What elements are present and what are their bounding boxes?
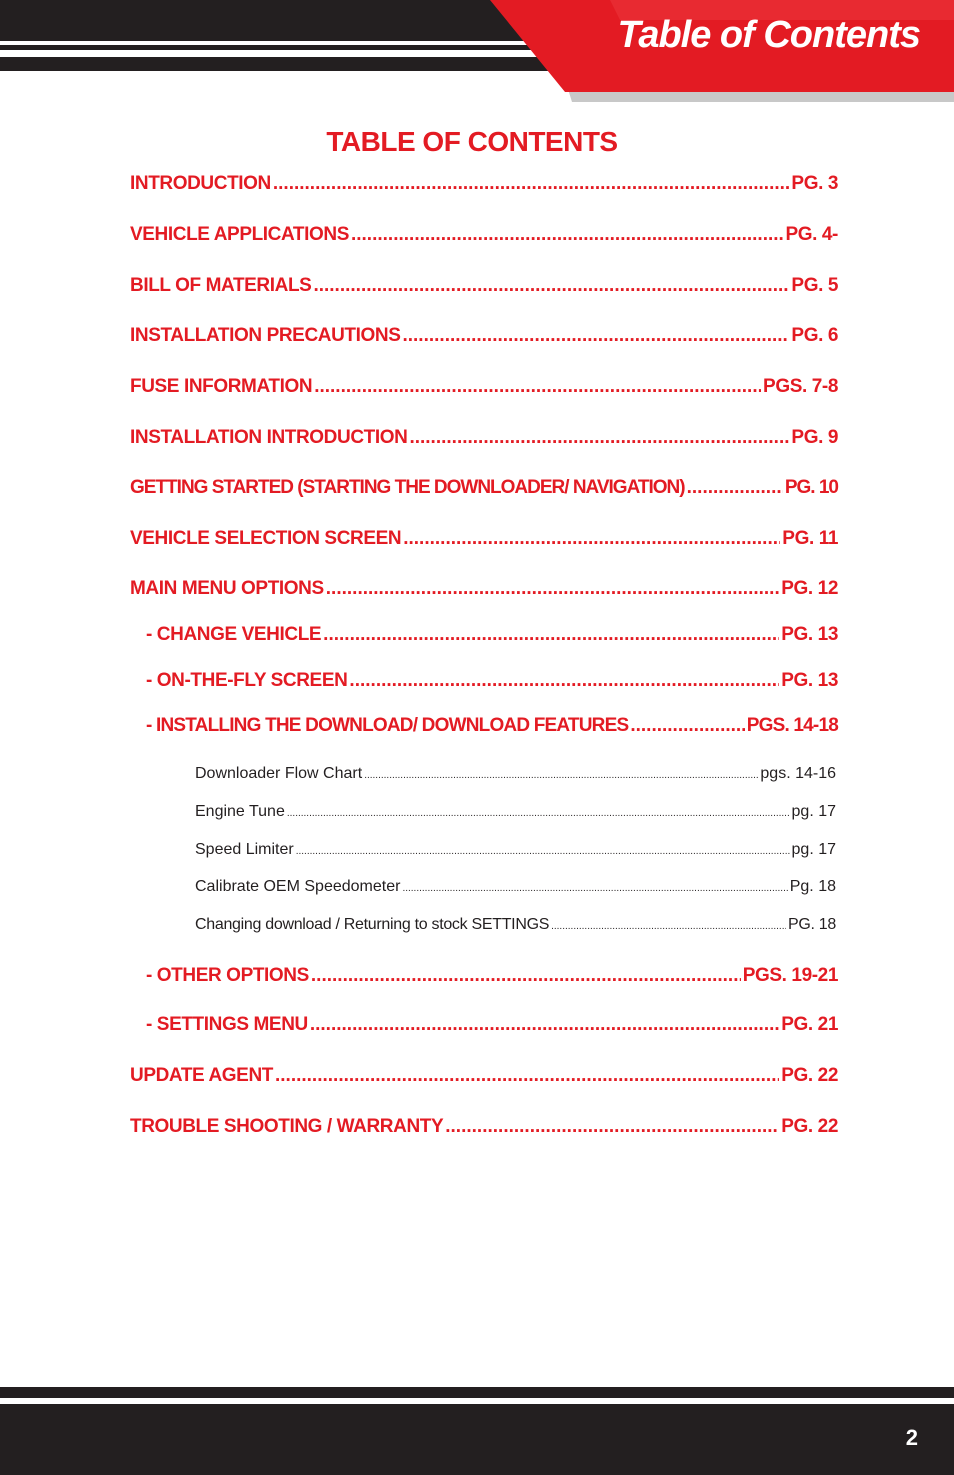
toc-entry-settings-menu[interactable] (146, 1014, 838, 1036)
toc-entry-page: PG. 21 (781, 1014, 838, 1035)
toc-entry-label: - ON-THE-FLY SCREEN (146, 670, 348, 691)
dot-leader (687, 477, 783, 499)
toc-entry-getting-started[interactable] (130, 477, 838, 499)
dot-leader (445, 1116, 779, 1138)
toc-entry-label: UPDATE AGENT (130, 1065, 273, 1086)
toc-entry-page: PG. 13 (781, 624, 838, 645)
toc-entry-label: INSTALLATION INTRODUCTION (130, 427, 408, 448)
page-title: TABLE OF CONTENTS (326, 126, 618, 157)
toc-entry-installing-the-download[interactable] (146, 715, 838, 737)
page-number: 2 (905, 1425, 918, 1450)
toc-entry-label: - SETTINGS MENU (146, 1014, 308, 1035)
dot-leader (402, 883, 787, 894)
page-header (0, 0, 954, 110)
toc-entry-vehicle-applications[interactable] (130, 224, 838, 246)
toc-entry-page: Pg. 18 (789, 878, 836, 895)
toc-entry-installation-precautions[interactable] (130, 325, 838, 347)
toc-subentry-speed-limiter[interactable] (195, 841, 836, 859)
toc-entry-label: - OTHER OPTIONS (146, 965, 309, 986)
toc-entry-label: VEHICLE SELECTION SCREEN (130, 528, 402, 549)
toc-entry-vehicle-selection-screen[interactable] (130, 528, 838, 550)
toc-entry-label: INSTALLATION PRECAUTIONS (130, 325, 401, 346)
toc-entry-page: PG. 3 (791, 173, 838, 194)
toc-entry-on-the-fly-screen[interactable] (146, 670, 838, 692)
dot-leader (313, 275, 789, 297)
toc-entry-page: PG. 5 (791, 275, 838, 296)
toc-entry-label: GETTING STARTED (STARTING THE DOWNLOADER/ NAVIGATION) (130, 477, 685, 498)
dot-leader (310, 1014, 779, 1036)
toc-entry-label: FUSE INFORMATION (130, 376, 313, 397)
toc-entry-page: PG. 9 (791, 427, 838, 448)
toc-entry-fuse-information[interactable] (130, 376, 838, 398)
toc-entry-page: PG. 12 (781, 578, 838, 599)
toc-entry-update-agent[interactable] (130, 1065, 838, 1087)
toc-entry-label: Speed Limiter (195, 841, 294, 858)
dot-leader (351, 224, 784, 246)
toc-entry-label: MAIN MENU OPTIONS (130, 578, 324, 599)
toc-entry-label: - CHANGE VEHICLE (146, 624, 322, 645)
dot-leader (275, 1065, 779, 1087)
toc-entry-page: pgs. 14-16 (760, 765, 836, 782)
toc-entry-page: PGS. 19-21 (742, 965, 838, 986)
dot-leader (403, 528, 780, 550)
toc-entry-page: PGS. 14-18 (746, 715, 838, 736)
toc-entry-page: pg. 17 (791, 841, 836, 858)
toc-subentry-changing-download[interactable] (195, 916, 836, 934)
toc-subentry-calibrate-oem-speedometer[interactable] (195, 878, 836, 896)
dot-leader (630, 715, 744, 737)
toc-entry-label: Calibrate OEM Speedometer (195, 878, 401, 895)
page-footer (0, 1387, 954, 1475)
toc-entry-page: PG. 13 (781, 670, 838, 691)
toc-entry-page: PG. 11 (782, 528, 838, 549)
toc-entry-label: Changing download / Returning to stock SETTINGS (195, 916, 550, 933)
toc-entry-label: BILL OF MATERIALS (130, 275, 312, 296)
dot-leader (409, 427, 789, 449)
dot-leader (296, 846, 790, 857)
toc-entry-page: pg. 17 (791, 803, 836, 820)
toc-entry-page: PG. 10 (784, 477, 838, 498)
toc-entry-main-menu-options[interactable] (130, 578, 838, 600)
toc-entry-change-vehicle[interactable] (146, 624, 838, 646)
dot-leader (273, 173, 790, 195)
toc-entry-page: PG. 6 (791, 325, 838, 346)
toc-subentry-downloader-flow-chart[interactable] (195, 765, 836, 783)
toc-entry-label: Downloader Flow Chart (195, 765, 363, 782)
toc-entry-label: Engine Tune (195, 803, 285, 820)
toc-entry-other-options[interactable] (146, 965, 838, 987)
header-title: Table of Contents (617, 14, 920, 56)
toc-entry-page: PG. 22 (781, 1065, 838, 1086)
toc-entry-bill-of-materials[interactable] (130, 275, 838, 297)
toc-entry-page: PG. 22 (781, 1116, 838, 1137)
toc-entry-page: PGS. 7-8 (763, 376, 838, 397)
toc-entry-label: TROUBLE SHOOTING / WARRANTY (130, 1116, 444, 1137)
dot-leader (326, 578, 779, 600)
toc-subentry-engine-tune[interactable] (195, 803, 836, 821)
toc-entry-label: - INSTALLING THE DOWNLOAD/ DOWNLOAD FEATURES (146, 715, 629, 736)
footer-stripe (0, 1387, 954, 1398)
toc-entry-page: PG. 18 (787, 916, 836, 933)
toc-entry-label: INTRODUCTION (130, 173, 271, 194)
toc-entry-label: VEHICLE APPLICATIONS (130, 224, 349, 245)
dot-leader (323, 624, 779, 646)
toc-entry-trouble-shooting-warranty[interactable] (130, 1116, 838, 1138)
dot-leader (311, 965, 741, 987)
dot-leader (402, 325, 789, 347)
toc-entry-installation-introduction[interactable] (130, 427, 838, 449)
dot-leader (551, 921, 786, 932)
footer-band (0, 1404, 954, 1475)
dot-leader (314, 376, 761, 398)
toc-entry-introduction[interactable] (130, 173, 838, 195)
toc-entry-page: PG. 4- (785, 224, 838, 245)
dot-leader (364, 770, 758, 781)
dot-leader (287, 808, 790, 819)
dot-leader (349, 670, 779, 692)
